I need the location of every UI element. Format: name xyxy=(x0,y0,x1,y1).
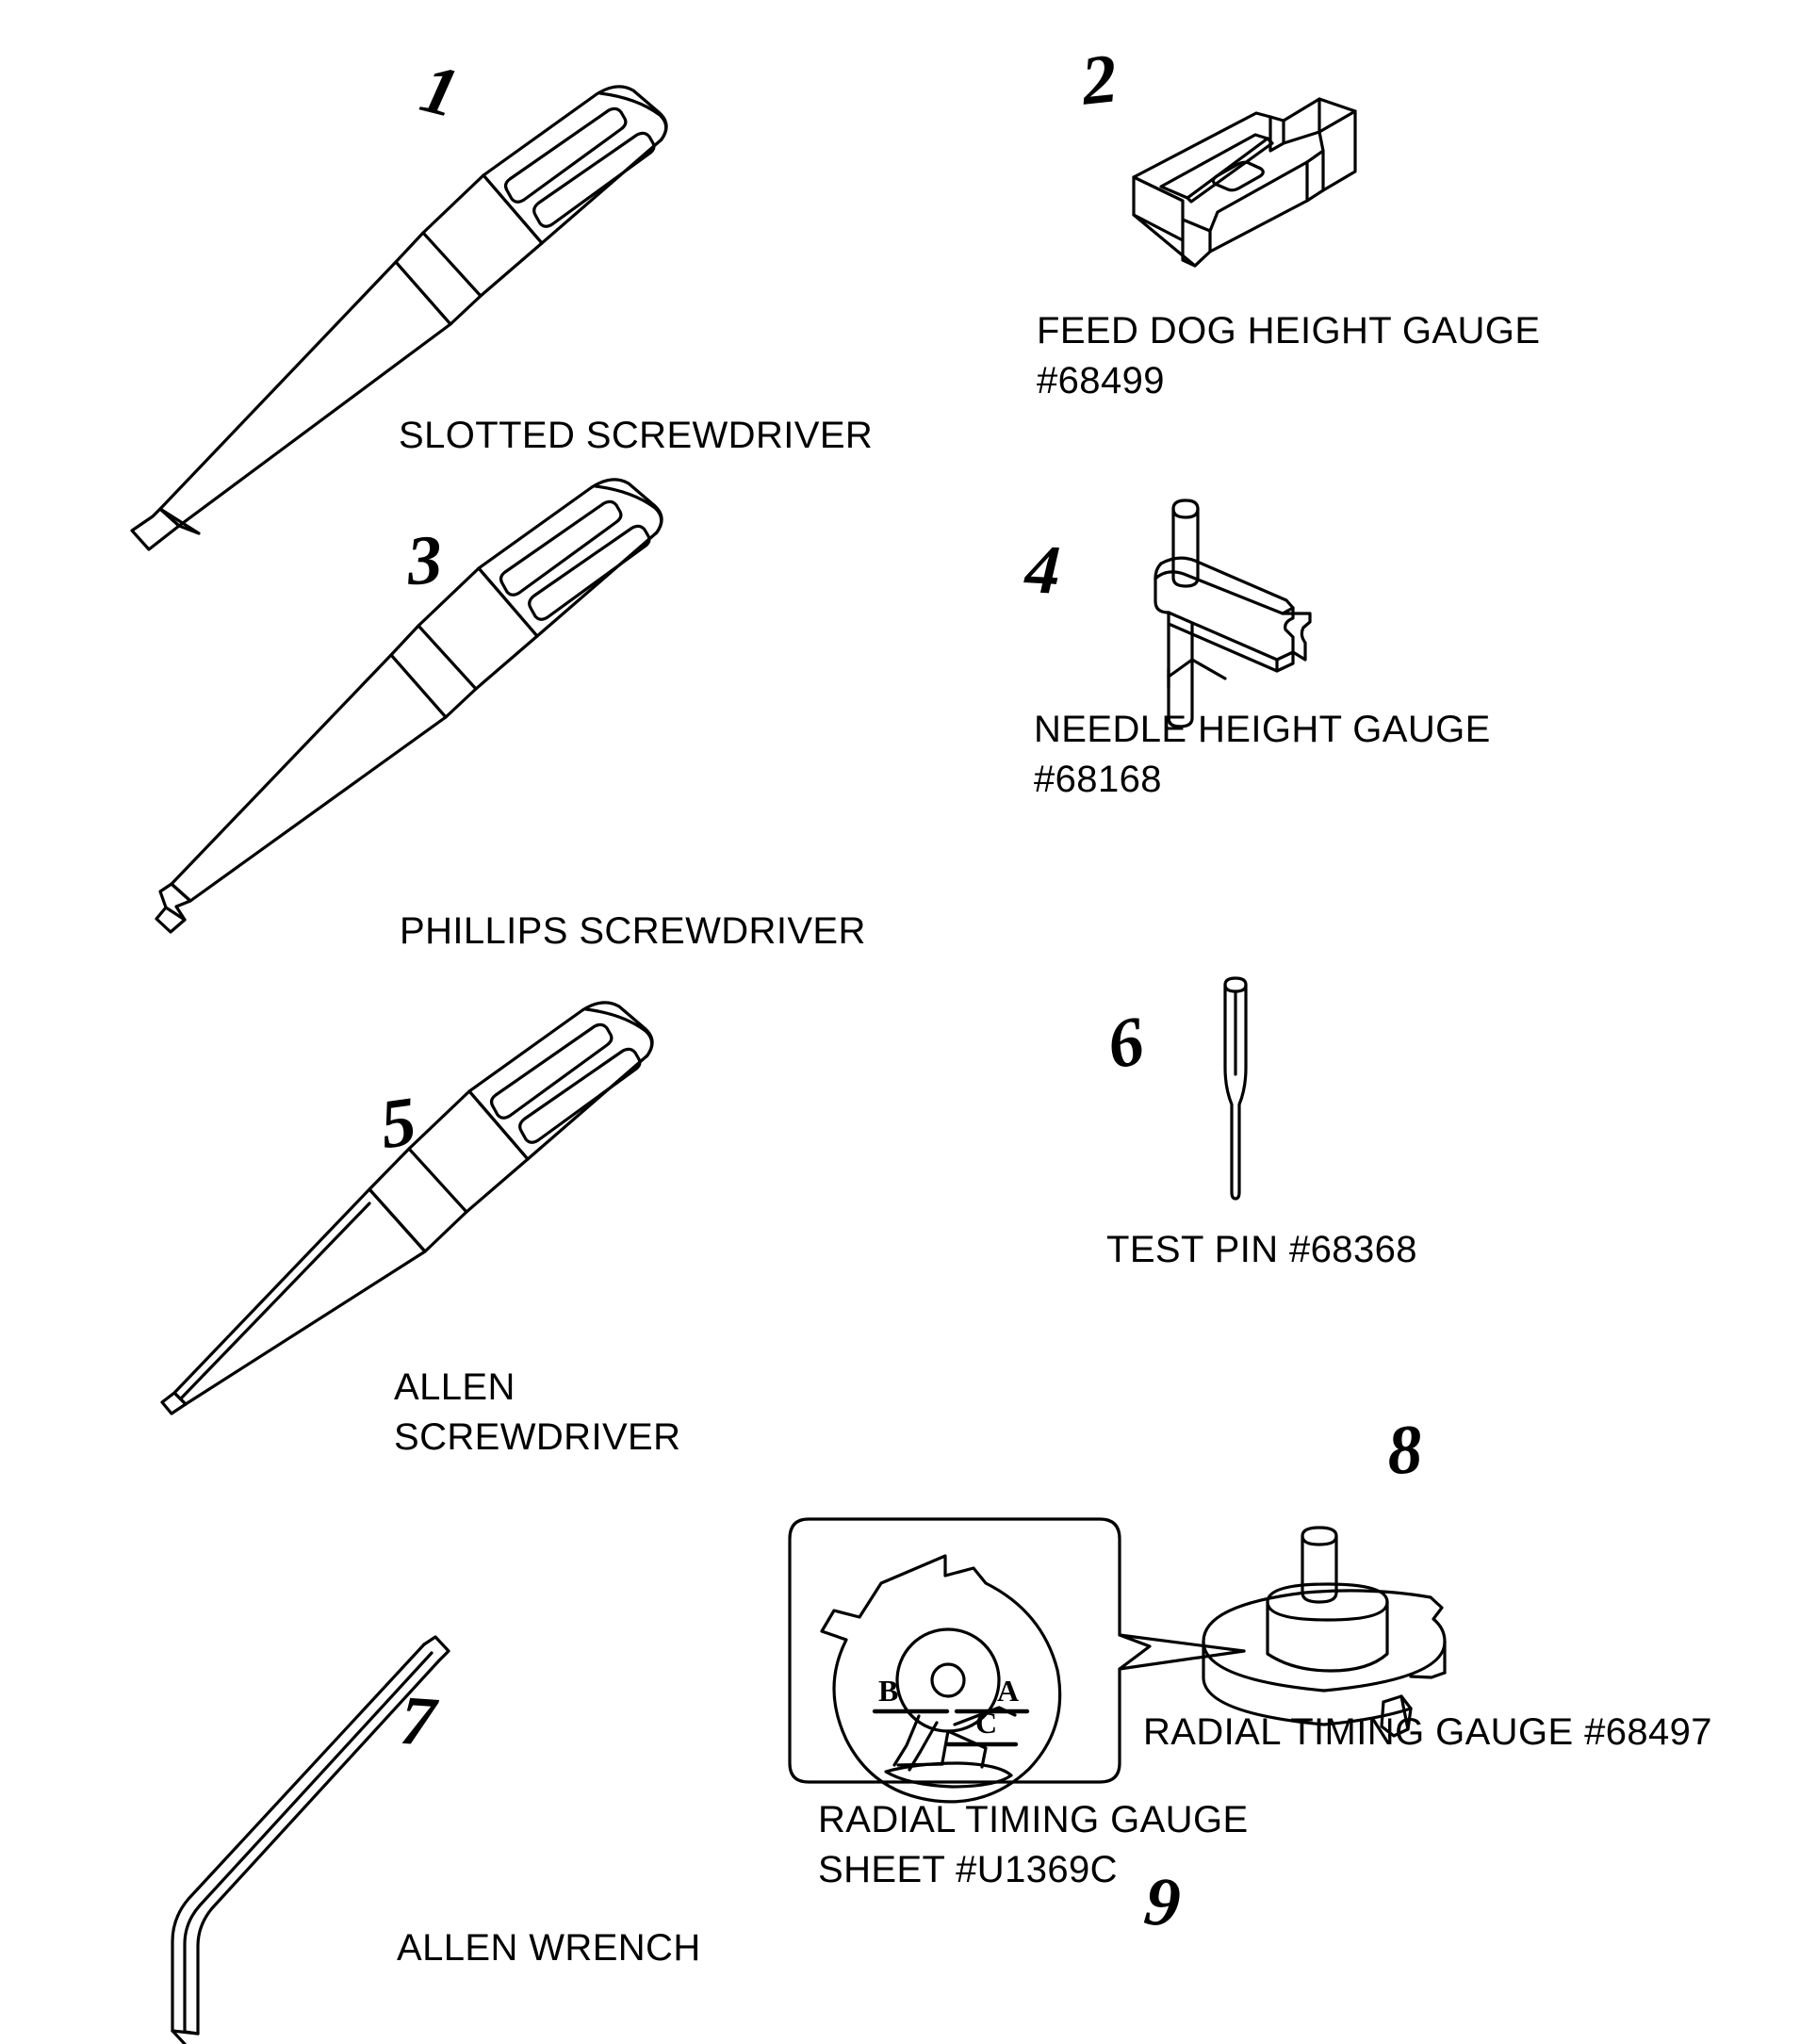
part-number-feed-dog-height-gauge: #68499 xyxy=(1037,360,1165,401)
needle-height-gauge-icon xyxy=(1155,500,1310,727)
test-pin-icon xyxy=(1225,978,1246,1199)
caption-phillips-screwdriver: PHILLIPS SCREWDRIVER xyxy=(400,910,866,952)
callout-letter-c: C xyxy=(975,1706,998,1740)
callout-letter-a: A xyxy=(997,1674,1020,1708)
allen-screwdriver-icon xyxy=(162,1003,652,1414)
caption-test-pin: TEST PIN #68368 xyxy=(1106,1229,1417,1270)
callout-leader-lines xyxy=(1120,1635,1244,1669)
caption-radial-timing-gauge-sheet-line2: SHEET #U1369C xyxy=(818,1849,1118,1890)
slotted-screwdriver-icon xyxy=(132,87,666,549)
caption-radial-timing-gauge-sheet-line1: RADIAL TIMING GAUGE xyxy=(818,1799,1249,1840)
item-number-6: 6 xyxy=(1102,1002,1150,1085)
item-number-4: 4 xyxy=(1023,531,1063,610)
caption-allen-wrench: ALLEN WRENCH xyxy=(397,1927,701,1969)
item-number-5: 5 xyxy=(375,1082,421,1165)
feed-dog-height-gauge-icon xyxy=(1134,99,1355,266)
callout-letter-b: B xyxy=(878,1674,899,1708)
item-number-7: 7 xyxy=(398,1681,438,1762)
item-number-9: 9 xyxy=(1140,1862,1185,1943)
caption-slotted-screwdriver: SLOTTED SCREWDRIVER xyxy=(399,415,874,456)
caption-allen-screwdriver-line1: ALLEN xyxy=(394,1366,515,1408)
caption-needle-height-gauge: NEEDLE HEIGHT GAUGE xyxy=(1034,709,1491,750)
part-number-needle-height-gauge: #68168 xyxy=(1034,759,1162,800)
radial-timing-gauge-sheet-icon xyxy=(790,1519,1150,1802)
item-number-2: 2 xyxy=(1077,40,1121,121)
caption-radial-timing-gauge: RADIAL TIMING GAUGE #68497 xyxy=(1143,1711,1712,1753)
item-number-8: 8 xyxy=(1384,1410,1425,1491)
caption-allen-screwdriver-line2: SCREWDRIVER xyxy=(394,1416,681,1458)
radial-timing-gauge-icon xyxy=(1203,1528,1445,1736)
item-number-1: 1 xyxy=(413,49,466,134)
item-number-3: 3 xyxy=(404,520,445,601)
caption-feed-dog-height-gauge: FEED DOG HEIGHT GAUGE xyxy=(1037,310,1541,352)
